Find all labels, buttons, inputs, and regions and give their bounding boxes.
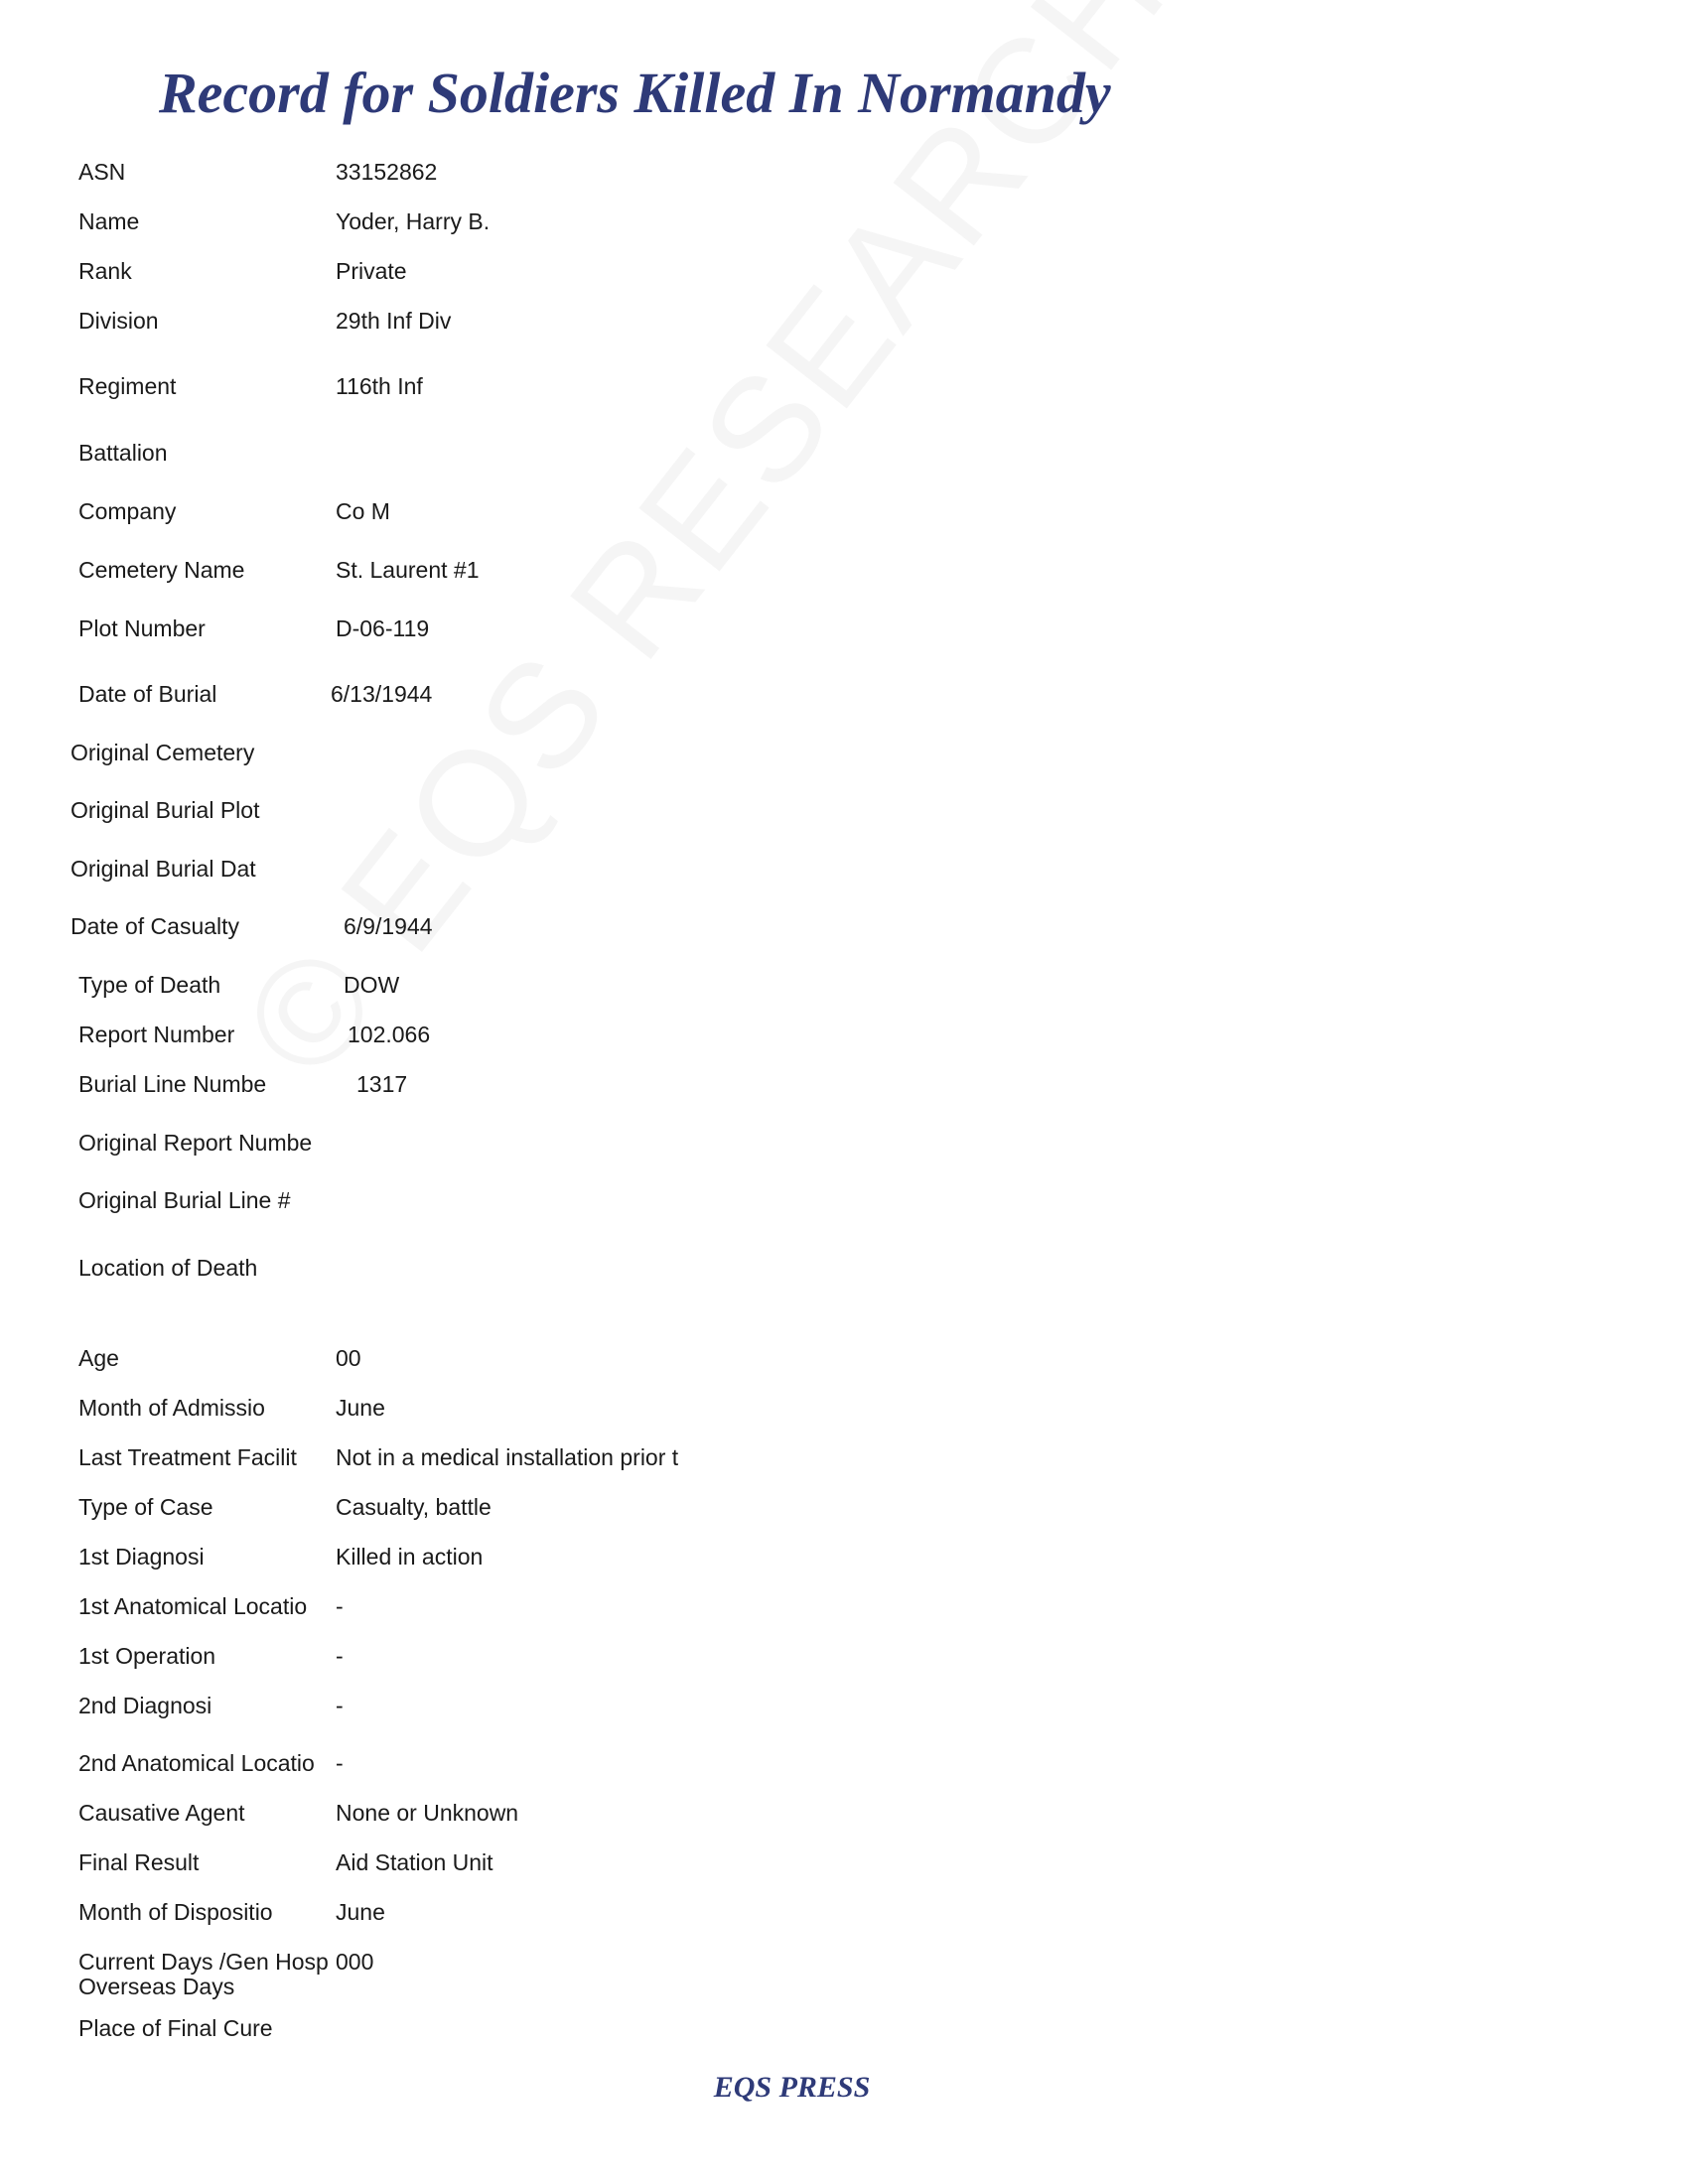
field-label: Original Cemetery: [70, 740, 255, 765]
field-label: Month of Admissio: [78, 1395, 265, 1421]
field-label: Rank: [78, 258, 132, 284]
footer-publisher: EQS PRESS: [713, 2071, 871, 2104]
field-label: Overseas Days: [78, 1974, 235, 1999]
field-label: Age: [78, 1345, 119, 1371]
field-value: 6/13/1944: [331, 681, 433, 707]
field-value: -: [336, 1693, 344, 1718]
field-value: Private: [336, 258, 407, 284]
field-label: Name: [78, 208, 140, 234]
field-label: Battalion: [78, 440, 168, 466]
field-value: Co M: [336, 498, 390, 524]
field-label: Causative Agent: [78, 1800, 245, 1826]
field-label: Final Result: [78, 1849, 200, 1875]
field-label: 1st Diagnosi: [78, 1544, 205, 1570]
field-label: Location of Death: [78, 1255, 258, 1281]
field-value: None or Unknown: [336, 1800, 519, 1826]
field-value: Casualty, battle: [336, 1494, 492, 1520]
field-value: 00: [336, 1345, 361, 1371]
field-value: St. Laurent #1: [336, 557, 480, 583]
field-value: D-06-119: [336, 615, 430, 641]
field-value: 000: [336, 1949, 374, 1975]
field-value: -: [336, 1593, 344, 1619]
field-label: Date of Casualty: [70, 913, 240, 939]
field-value: 116th Inf: [336, 373, 423, 399]
field-value: 29th Inf Div: [336, 308, 452, 334]
field-label: 2nd Diagnosi: [78, 1693, 212, 1718]
field-label: 1st Operation: [78, 1643, 216, 1669]
field-label: ASN: [78, 159, 126, 185]
field-label: Regiment: [78, 373, 177, 399]
field-label: 2nd Anatomical Locatio: [78, 1750, 315, 1776]
field-value: Yoder, Harry B.: [336, 208, 491, 234]
field-label: Company: [78, 498, 177, 524]
field-label: Original Burial Plot: [70, 797, 260, 823]
field-label: Place of Final Cure: [78, 2015, 273, 2041]
field-label: Original Report Numbe: [78, 1130, 313, 1156]
field-label: Division: [78, 308, 159, 334]
field-label: Type of Case: [78, 1494, 213, 1520]
field-label: Original Burial Line #: [78, 1187, 291, 1213]
field-value: 33152862: [336, 159, 438, 185]
field-label: Original Burial Dat: [70, 856, 256, 882]
field-value: 1317: [356, 1071, 408, 1097]
field-value: Aid Station Unit: [336, 1849, 493, 1875]
field-label: Date of Burial: [78, 681, 217, 707]
field-value: 6/9/1944: [344, 913, 433, 939]
field-label: Cemetery Name: [78, 557, 245, 583]
field-value: 102.066: [348, 1022, 431, 1047]
field-value: -: [336, 1643, 344, 1669]
field-value: June: [336, 1899, 385, 1925]
field-label: Current Days /Gen Hosp: [78, 1949, 329, 1975]
field-label: Report Number: [78, 1022, 235, 1047]
page-title: Record for Soldiers Killed In Normandy: [159, 61, 1111, 125]
field-label: Type of Death: [78, 972, 221, 998]
field-label: Plot Number: [78, 615, 206, 641]
field-label: Last Treatment Facilit: [78, 1444, 297, 1470]
field-value: Killed in action: [336, 1544, 484, 1570]
field-label: Burial Line Numbe: [78, 1071, 267, 1097]
field-value: June: [336, 1395, 385, 1421]
field-label: Month of Dispositio: [78, 1899, 273, 1925]
field-value: Not in a medical installation prior t: [336, 1444, 679, 1470]
field-value: DOW: [344, 972, 400, 998]
field-label: 1st Anatomical Locatio: [78, 1593, 308, 1619]
field-value: -: [336, 1750, 344, 1776]
